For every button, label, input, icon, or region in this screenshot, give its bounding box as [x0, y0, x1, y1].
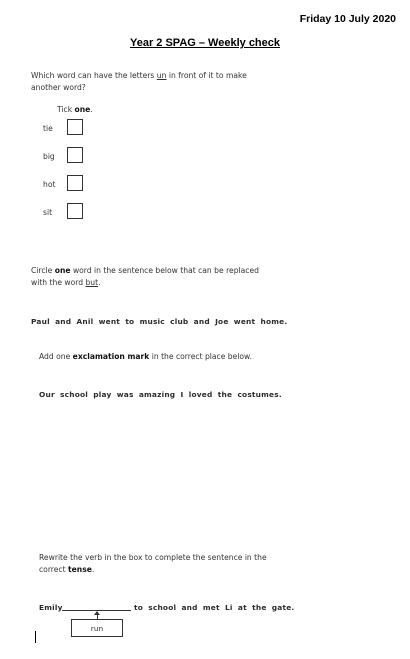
- q1-text-underlined: un: [156, 71, 167, 80]
- q2-instruction: [31, 265, 259, 290]
- q2-text-underlined: but: [85, 278, 99, 288]
- q1-tick-instruction: [57, 104, 93, 116]
- q1-text-pre: Which word can have the letters: [31, 71, 157, 80]
- document-title: [0, 37, 410, 49]
- q1-option-label: hot: [43, 180, 56, 189]
- q4-text-pre: correct: [39, 565, 69, 575]
- q1-tick-bold: one: [74, 105, 91, 114]
- q3-text-pre: Add one: [39, 352, 73, 361]
- q1-tick-pre: Tick: [57, 105, 75, 114]
- q4-text-post: .: [91, 565, 95, 575]
- q1-option-label: tie: [43, 124, 53, 133]
- q1-tick-post: .: [90, 105, 93, 114]
- q4-instruction-line1: Rewrite the verb in the box to complete the sentence in the: [39, 553, 267, 562]
- q4-verb-box: run: [71, 619, 123, 637]
- q3-text-post: in the correct place below.: [149, 352, 252, 361]
- q2-text-pre: Circle: [31, 266, 55, 275]
- q1-option-checkbox[interactable]: [67, 147, 83, 163]
- text-cursor: [35, 631, 36, 643]
- q2-text-pre2: with the word: [31, 278, 86, 288]
- q1-instruction-line2: another word?: [31, 83, 86, 93]
- q2-sentence[interactable]: Paul and Anil went to music club and Joe went home.: [31, 317, 288, 326]
- q1-option-checkbox[interactable]: [67, 175, 83, 191]
- q1-option-label: sit: [43, 208, 53, 217]
- document-title-text: Year 2 SPAG – Weekly check: [129, 37, 281, 49]
- q3-text-bold: exclamation mark: [72, 352, 150, 361]
- document-date: Friday 10 July 2020: [299, 13, 396, 25]
- q1-option-label: big: [43, 152, 55, 161]
- q2-text-post: word in the sentence below that can be replaced: [70, 266, 259, 275]
- q2-text-bold: one: [54, 266, 71, 275]
- q4-text-bold: tense: [68, 565, 92, 575]
- q1-option-checkbox[interactable]: [67, 119, 83, 135]
- q3-sentence[interactable]: Our school play was amazing I loved the costumes.: [39, 390, 282, 399]
- q1-instruction-line1: [31, 70, 247, 82]
- q4-sentence-end: to school and met Li at the gate.: [134, 603, 295, 612]
- q4-sentence-start: Emily: [39, 603, 63, 612]
- q2-instruction-line2: [31, 277, 259, 289]
- q1-option-checkbox[interactable]: [67, 203, 83, 219]
- q3-instruction: [39, 351, 252, 363]
- q1-instruction: [31, 70, 247, 95]
- q2-instruction-line1: [31, 265, 259, 277]
- q2-text-post2: .: [98, 278, 101, 288]
- q1-text-post: in front of it to make: [166, 71, 247, 80]
- q4-instruction-line2: [39, 564, 267, 576]
- q4-instruction: [39, 552, 267, 577]
